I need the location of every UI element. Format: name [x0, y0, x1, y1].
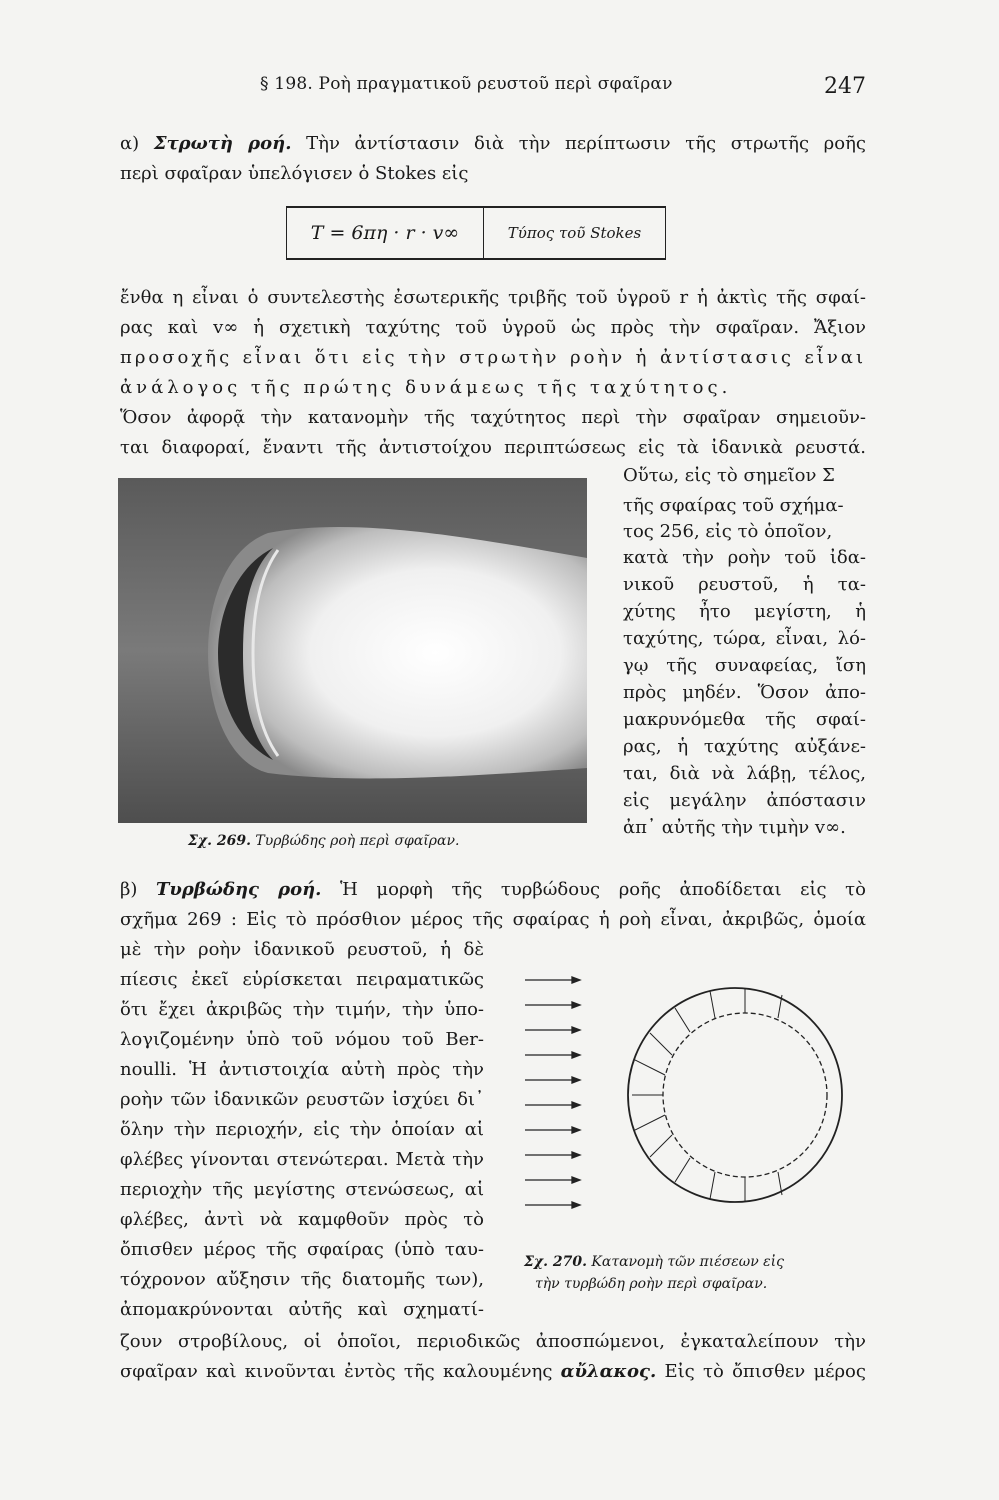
section-b-line-1 [120, 877, 866, 903]
section-a-heading: Στρωτὴ ροή. [153, 133, 292, 154]
section-a-line-1 [120, 131, 866, 157]
left-line-11: ὄπισθεν μέρος τῆς σφαίρας (ὑπὸ ταυ- [120, 1239, 484, 1260]
left-line-10: φλέβες, ἀντὶ νὰ καμφθοῦν πρὸς τὸ [120, 1209, 484, 1230]
fig270-caption-line-1: Κατανομὴ τῶν πιέσεων εἰς [591, 1254, 785, 1270]
left-line-7: ὅλην τὴν περιοχήν, εἰς τὴν ὁποίαν αἱ [120, 1119, 484, 1140]
side-line-5: νικοῦ ρευστοῦ, ἡ τα- [623, 574, 866, 595]
fig270-caption-line-2: τὴν τυρβώδη ροὴν περὶ σφαῖραν. [535, 1276, 768, 1292]
turbulent-flow-photo [118, 478, 587, 823]
section-a-label: α) [120, 133, 140, 154]
stokes-formula-box [286, 206, 666, 260]
side-line-10: μακρυνόμεθα τῆς σφαί- [623, 709, 866, 730]
final-line-1: ζουν στροβίλους, οἱ ὁποῖοι, περιοδικῶς ἀποσπώμενοι, ἐγκαταλείπουν τὴν [120, 1331, 866, 1352]
section-b-label: β) [120, 879, 138, 900]
page-number: 247 [824, 74, 866, 99]
pressure-curve [663, 1013, 827, 1177]
final-line-2-start: σφαῖραν καὶ κινοῦνται ἐντὸς τῆς καλουμένης [120, 1361, 553, 1382]
pressure-vectors [632, 988, 782, 1202]
side-line-7: ταχύτης, τώρα, εἶναι, λό- [623, 628, 866, 649]
side-line-8: γῳ τῆς συναφείας, ἴση [623, 655, 866, 676]
pressure-distribution-diagram [500, 950, 866, 1240]
running-head: § 198. Ροὴ πραγματικοῦ ρευστοῦ περὶ σφαῖραν [260, 74, 673, 94]
para1-line-2: ρας καὶ v∞ ἡ σχετικὴ ταχύτης τοῦ ὑγροῦ ὡς πρὸς τὴν σφαῖραν. Ἄξιον [120, 317, 866, 338]
left-line-4: λογιζομένην ὑπὸ τοῦ νόμου τοῦ Ber- [120, 1029, 484, 1050]
side-line-4: κατὰ τὴν ροὴν τοῦ ἰδα- [623, 547, 866, 568]
left-line-2: πίεσις ἐκεῖ εὑρίσκεται πειραματικῶς [120, 969, 484, 990]
fig269-number: Σχ. 269. [188, 833, 251, 849]
page-header [120, 74, 866, 104]
left-line-3: ὅτι ἔχει ἀκριβῶς τὴν τιμήν, τὴν ὑπο- [120, 999, 484, 1020]
left-line-1: μὲ τὴν ροὴν ἰδανικοῦ ρευστοῦ, ἡ δὲ [120, 939, 484, 960]
para1-line-1: ἔνθα η εἶναι ὁ συντελεστὴς ἐσωτερικῆς τριβῆς τοῦ ὑγροῦ r ἡ ἀκτὶς τῆς σφαί- [120, 287, 866, 308]
section-a-line-2: περὶ σφαῖραν ὑπελόγισεν ὁ Stokes εἰς [120, 163, 469, 184]
side-line-13: εἰς μεγάλην ἀπόστασιν [623, 790, 866, 811]
left-line-12: τόχρονον αὔξησιν τῆς διατομῆς των), [120, 1269, 484, 1290]
para1-line-3: προσοχῆς εἶναι ὅτι εἰς τὴν στρωτὴν ροὴν ἡ ἀντίστασις εἶναι [120, 347, 866, 368]
stokes-equation: T = 6πη · r · v∞ [287, 208, 484, 258]
final-line-2 [120, 1359, 866, 1385]
fig269-caption-text: Τυρβώδης ροὴ περὶ σφαῖραν. [255, 833, 460, 849]
left-line-9: περιοχὴν τῆς μεγίστης στενώσεως, αἱ [120, 1179, 484, 1200]
side-line-2: τῆς σφαίρας τοῦ σχήμα- [623, 495, 844, 516]
left-line-6: ροὴν τῶν ἰδανικῶν ρευστῶν ἰσχύει δι᾽ [120, 1089, 484, 1110]
section-b-heading: Τυρβώδης ροή. [156, 879, 322, 900]
fig269-caption [188, 833, 459, 849]
section-b-line-2: σχῆμα 269 : Εἰς τὸ πρόσθιον μέρος τῆς σφαίρας ἡ ροὴ εἶναι, ἀκριβῶς, ὁμοία [120, 909, 866, 930]
stokes-formula-label: Τύπος τοῦ Stokes [507, 224, 642, 242]
side-line-12: ται, διὰ νὰ λάβῃ, τέλος, [623, 763, 866, 784]
section-a-text: Τὴν ἀντίστασιν διὰ τὴν περίπτωσιν τῆς στρωτῆς ροῆς [306, 133, 866, 154]
para1-line-6: ται διαφοραί, ἔναντι τῆς ἀντιστοίχου περιπτώσεως εἰς τὰ ἰδανικὰ ρευστά. [120, 437, 866, 458]
final-line-2-end: Εἰς τὸ ὄπισθεν μέρος [664, 1361, 866, 1382]
side-line-14: ἀπ᾽ αὐτῆς τὴν τιμὴν v∞. [623, 817, 846, 838]
para1-line-5: Ὅσον ἀφορᾷ τὴν κατανομὴν τῆς ταχύτητος περὶ τὴν σφαῖραν σημειοῦν- [120, 407, 866, 428]
flow-arrows [525, 977, 580, 1208]
aulakos-term: αὔλακος. [560, 1361, 657, 1382]
side-line-9: πρὸς μηδέν. Ὅσον ἀπο- [623, 682, 866, 703]
side-line-1: Οὕτω, εἰς τὸ σημεῖον Σ [623, 465, 835, 486]
side-line-3: τος 256, εἰς τὸ ὁποῖον, [623, 521, 833, 542]
section-b-text: Ἡ μορφὴ τῆς τυρβώδους ροῆς ἀποδίδεται εἰς τὸ [340, 879, 866, 900]
fig270-number: Σχ. 270. [524, 1254, 587, 1270]
left-line-13: ἀπομακρύνονται αὐτῆς καὶ σχηματί- [120, 1299, 484, 1320]
fig270-caption [524, 1254, 784, 1270]
para1-line-4: ἀνάλογος τῆς πρώτης δυνάμεως τῆς ταχύτητος. [120, 377, 732, 398]
left-line-5: noulli. Ἡ ἀντιστοιχία αὐτὴ πρὸς τὴν [120, 1059, 484, 1080]
side-line-11: ρας, ἡ ταχύτης αὐξάνε- [623, 736, 866, 757]
left-line-8: φλέβες γίνονται στενώτεραι. Μετὰ τὴν [120, 1149, 484, 1170]
side-line-6: χύτης ἦτο μεγίστη, ἡ [623, 601, 866, 622]
